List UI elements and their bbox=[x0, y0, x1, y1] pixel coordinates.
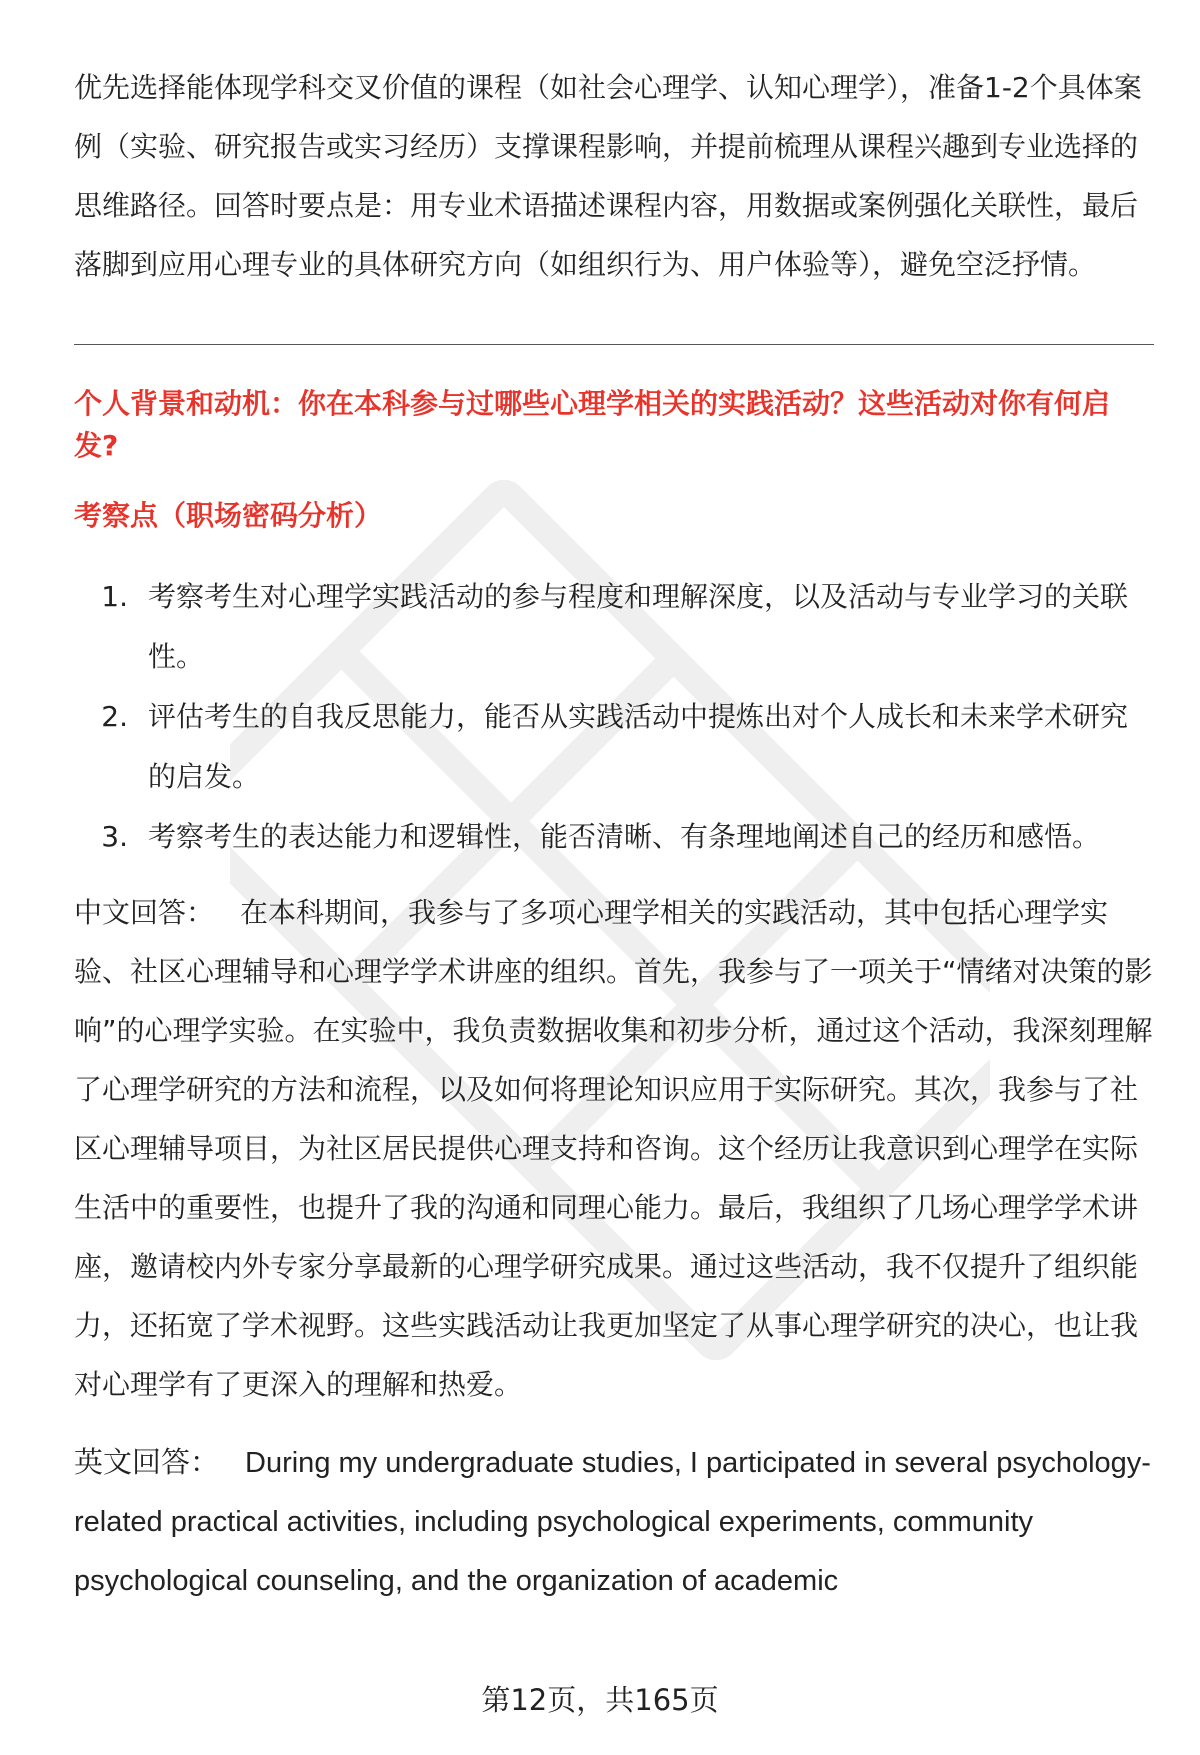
english-answer-label: 英文回答： bbox=[74, 1447, 220, 1479]
list-item-number: 2. bbox=[101, 700, 128, 733]
list-item-text: 考察考生的表达能力和逻辑性，能否清晰、有条理地阐述自己的经历和感悟。 bbox=[148, 820, 1101, 853]
chinese-answer-label: 中文回答： bbox=[74, 896, 215, 929]
list-item bbox=[74, 567, 1154, 687]
intro-paragraph: 优先选择能体现学科交叉价值的课程（如社会心理学、认知心理学），准备1-2个具体案例（实验、研究报告或实习经历）支撑课程影响，并提前梳理从课程兴趣到专业选择的思维路径。回答时要点是：用专业术语描述课程内容，用数据或案例强化关联性，最后落脚到应用心理专业的具体研究方向（如组织行为、用户体验等），避免空泛抒情。 bbox=[74, 71, 1142, 281]
list-item bbox=[74, 687, 1154, 807]
list-item-number: 3. bbox=[101, 820, 128, 853]
list-item-number: 1. bbox=[101, 580, 128, 613]
english-answer-text: During my undergraduate studies, I participated in several psychology-related practical activities, including psychological experiments, community psychological counseling, and the organization of academic bbox=[74, 1447, 1151, 1597]
section-divider bbox=[74, 344, 1154, 345]
english-answer bbox=[74, 1434, 1154, 1611]
chinese-answer-text: 在本科期间，我参与了多项心理学相关的实践活动，其中包括心理学实验、社区心理辅导和心理学学术讲座的组织。首先，我参与了一项关于“情绪对决策的影响”的心理学实验。在实验中，我负责数据收集和初步分析，通过这个活动，我深刻理解了心理学研究的方法和流程，以及如何将理论知识应用于实际研究。其次，我参与了社区心理辅导项目，为社区居民提供心理支持和咨询。这个经历让我意识到心理学在实际生活中的重要性，也提升了我的沟通和同理心能力。最后，我组织了几场心理学学术讲座，邀请校内外专家分享最新的心理学研究成果。通过这些活动，我不仅提升了组织能力，还拓宽了学术视野。这些实践活动让我更加坚定了从事心理学研究的决心，也让我对心理学有了更深入的理解和热爱。 bbox=[74, 896, 1153, 1401]
list-item-text: 评估考生的自我反思能力，能否从实践活动中提炼出对个人成长和未来学术研究的启发。 bbox=[148, 700, 1129, 793]
document-page bbox=[74, 58, 1154, 1611]
assessment-points-list bbox=[74, 567, 1154, 867]
assessment-subheading: 考察点（职场密码分析） bbox=[74, 499, 383, 532]
chinese-answer bbox=[74, 883, 1154, 1414]
page-number-footer: 第12页，共165页 bbox=[481, 1683, 719, 1717]
list-item-text: 考察考生对心理学实践活动的参与程度和理解深度，以及活动与专业学习的关联性。 bbox=[148, 580, 1129, 673]
list-item bbox=[74, 807, 1154, 867]
question-heading: 个人背景和动机：你在本科参与过哪些心理学相关的实践活动？这些活动对你有何启发? bbox=[74, 387, 1111, 462]
